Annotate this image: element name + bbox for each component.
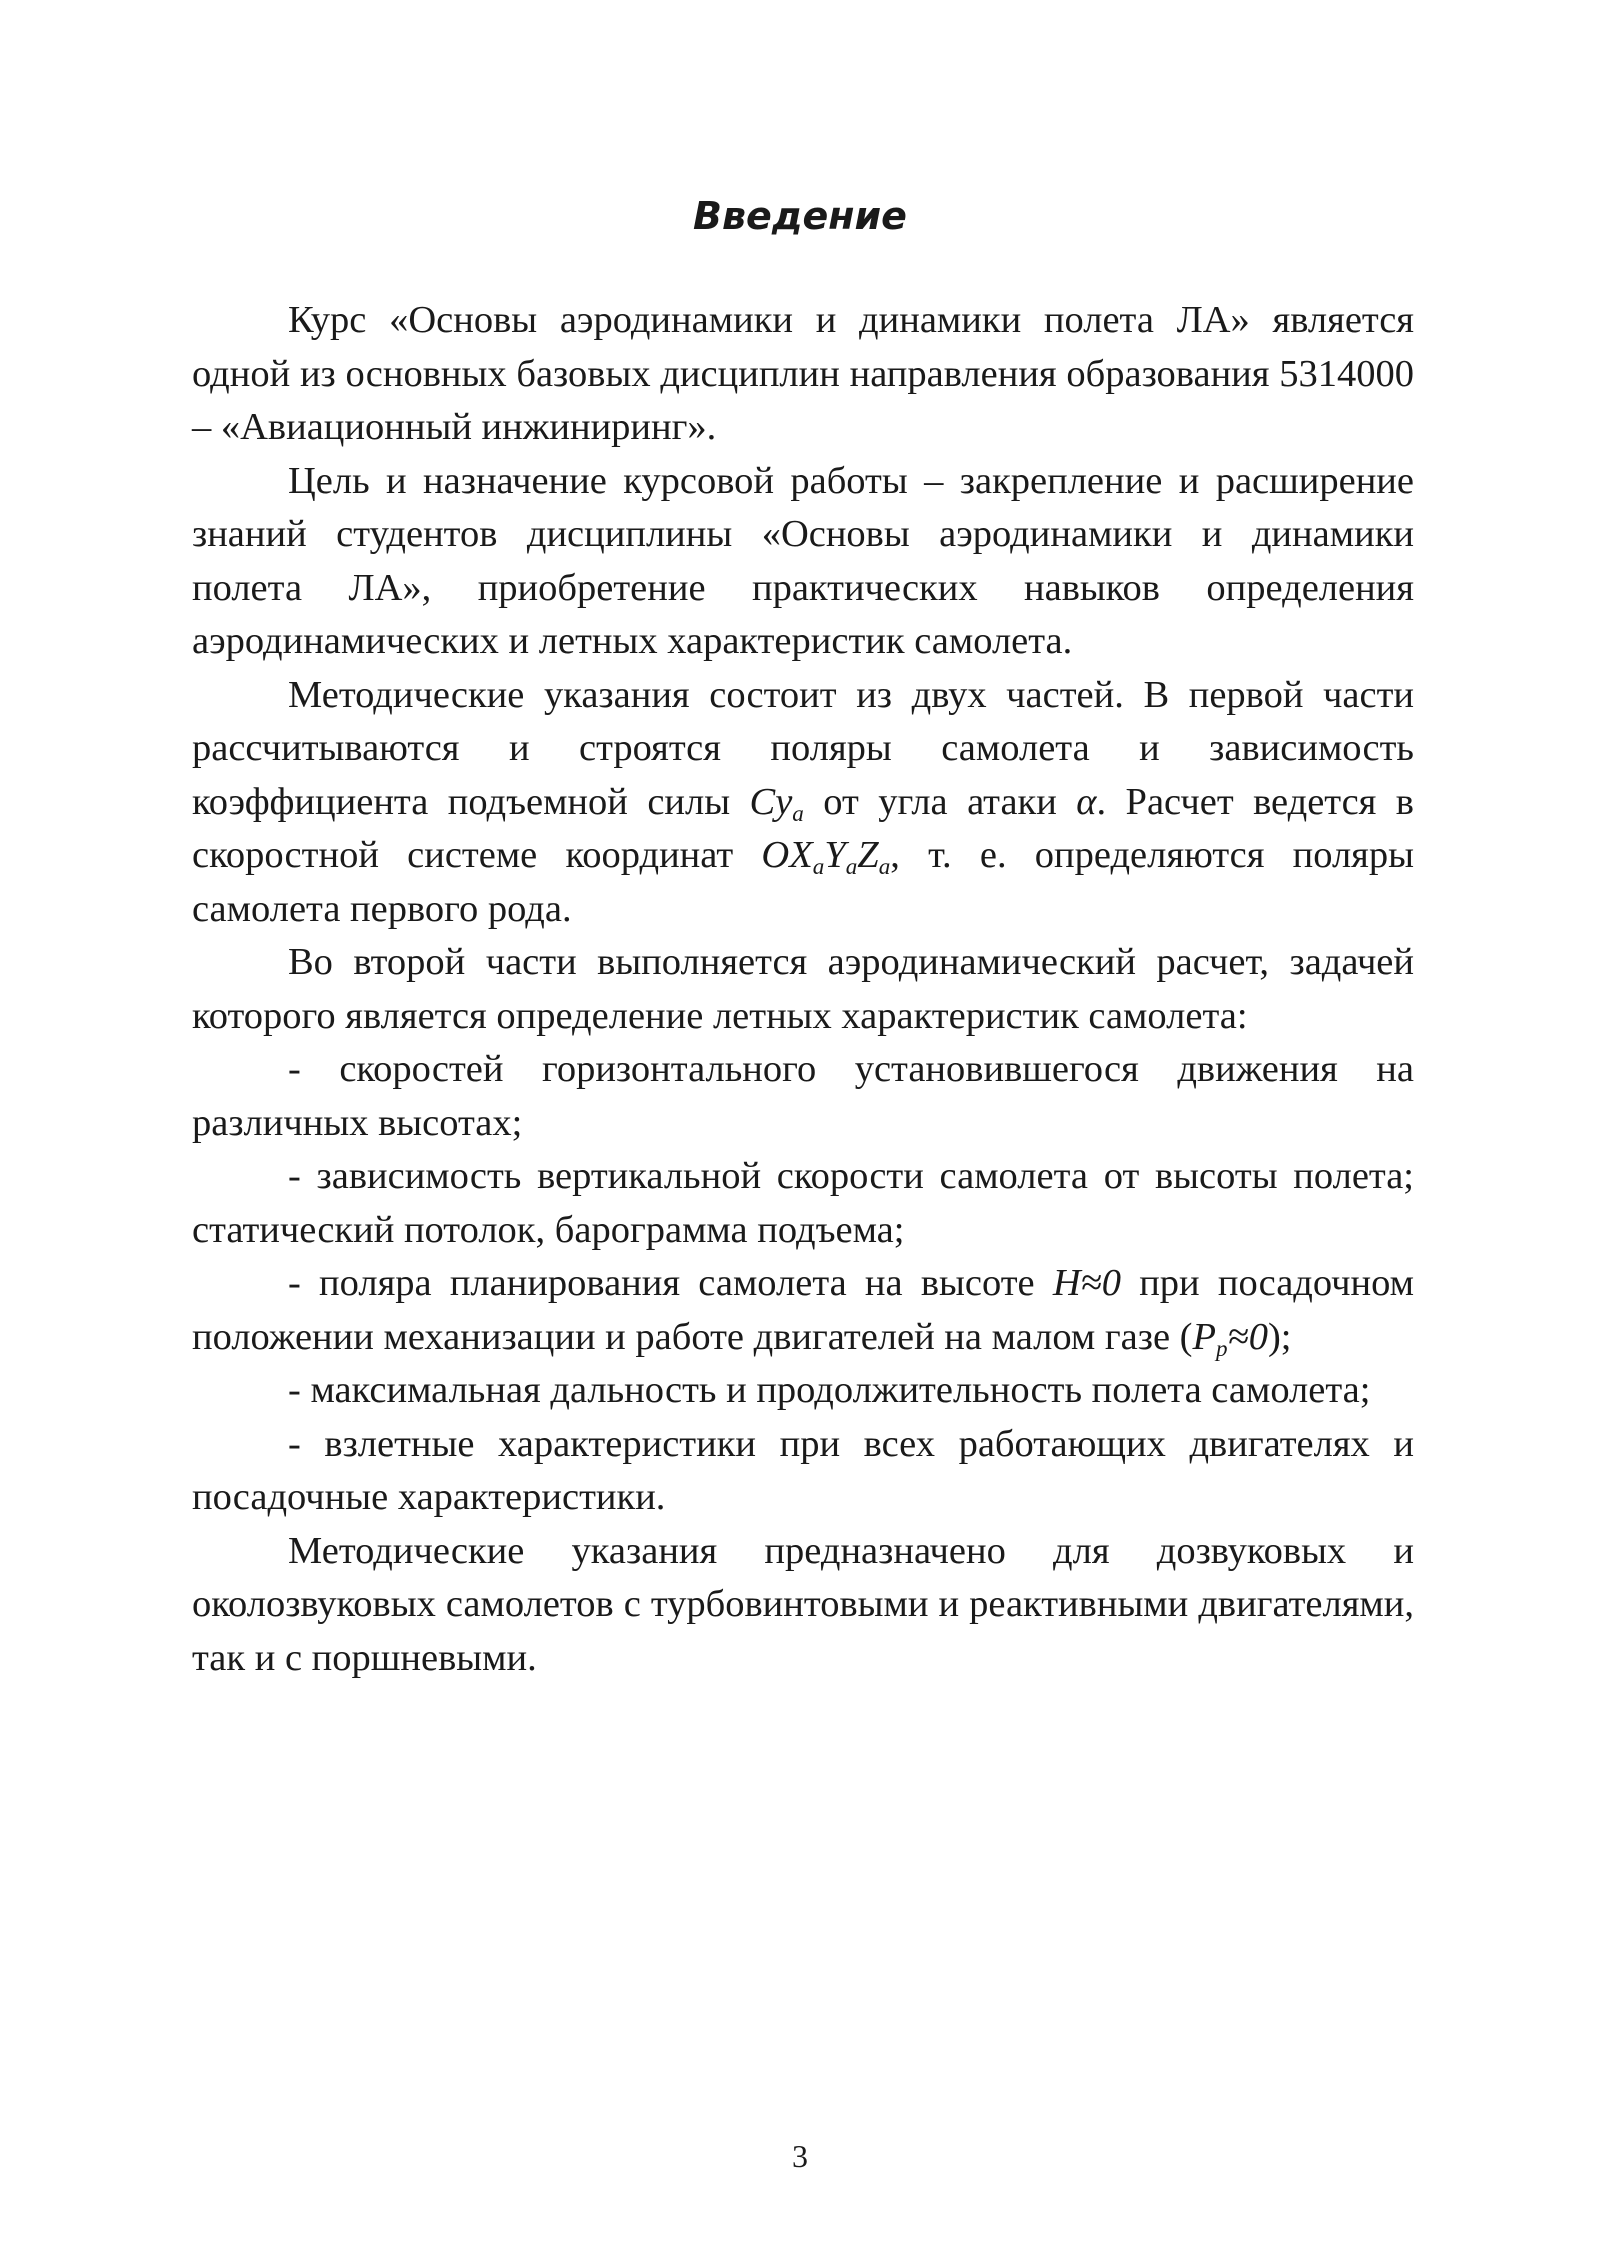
paragraph-structure [192, 669, 1414, 937]
list-item-takeoff-landing: - взлетные характеристики при всех работающих двигателях и посадочные характеристики. [192, 1422, 1414, 1518]
list-item-horizontal-speeds: - скоростей горизонтального установившегося движения на различных высотах; [192, 1048, 1414, 1144]
formula-p-approx-zero: $P_p\approx 0$ [1192, 1315, 1268, 1361]
formula-coordinate-system: $OX_aY_aZ_a$ [761, 834, 891, 879]
body-text [192, 294, 1414, 1685]
list-item-range-endurance: - максимальная дальность и продолжительность полета самолета; [288, 1369, 1371, 1411]
formula-cy: $Cy_a$ [749, 780, 804, 826]
list-item-glide-polar [192, 1257, 1414, 1364]
list-item-vertical-speed: - зависимость вертикальной скорости самолета от высоты полета; статический потолок, барограмма подъема; [192, 1155, 1414, 1251]
paragraph-text: Методические указания состоит из двух частей. В первой части рассчитываются и строятся поляры самолета и зависимость коэффициента подъемной силы [192, 673, 1414, 823]
paragraph-text: , т. е. определяются поляры самолета первого рода. [192, 834, 1415, 930]
paragraph-goal: Цель и назначение курсовой работы – закрепление и расширение знаний студентов дисциплины «Основы аэродинамики и динамики полета ЛА», приобретение практических навыков определения аэродинамических и летных характеристик самолета. [192, 459, 1414, 662]
paragraph-applicability: Методические указания предназначено для дозвуковых и околозвуковых самолетов с турбовинтовыми и реактивными двигателями, так и с поршневыми. [192, 1529, 1414, 1679]
paragraph-text: от угла атаки [803, 780, 1077, 823]
paragraph-second-part: Во второй части выполняется аэродинамический расчет, задачей которого является определение летных характеристик самолета: [192, 941, 1414, 1037]
paragraph-text: - поляра планирования самолета на высоте [288, 1262, 1053, 1304]
paragraph-text: . Расчет ведется в скоростной системе координат [192, 780, 1414, 876]
paragraph-text: при посадочном положении механизации и работе двигателей на малом газе ( [192, 1262, 1414, 1358]
paragraph-text: ); [1267, 1315, 1292, 1358]
page-number: 3 [792, 2138, 808, 2174]
page-title: Введение [693, 194, 907, 238]
formula-h-approx-zero: H≈0 [1052, 1262, 1121, 1304]
formula-alpha: α [1076, 780, 1097, 823]
paragraph-course-intro: Курс «Основы аэродинамики и динамики полета ЛА» является одной из основных базовых дисциплин направления образования 5314000 – «Авиационный инжиниринг». [192, 299, 1414, 448]
